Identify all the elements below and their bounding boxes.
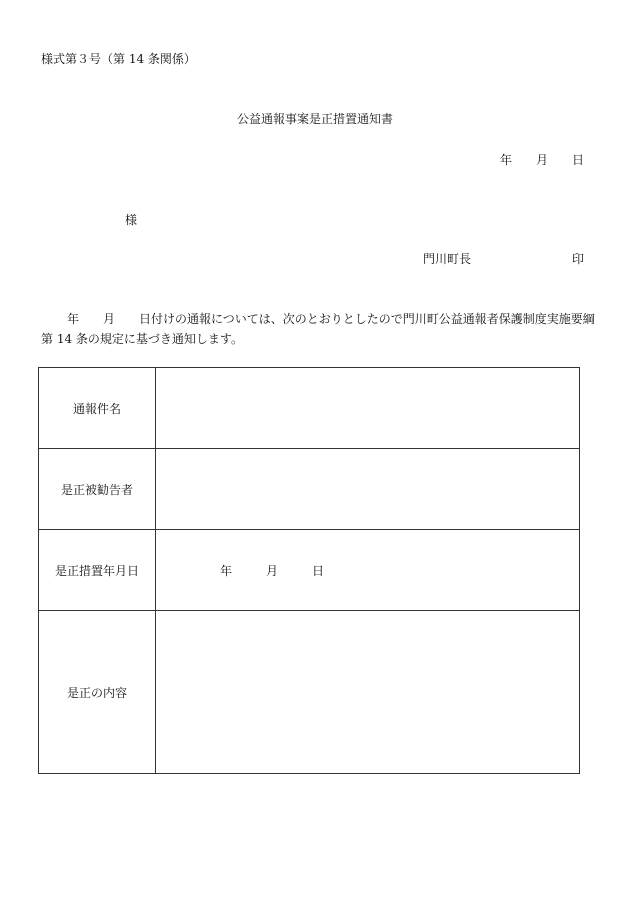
notice-table [38, 367, 580, 774]
correction-day: 日 [312, 563, 325, 578]
seal-mark: 印 [571, 252, 584, 266]
table-row [39, 368, 580, 449]
notice-body-line-1: 年 月 日付けの通報については、次のとおりとしたので門川町公益通報者保護制度実施要綱 [67, 312, 595, 326]
row-label-correction-details: 是正の内容 [39, 611, 156, 774]
table-row [39, 449, 580, 530]
recipient-suffix: 様 [125, 213, 138, 227]
row-value-recommended-party [156, 449, 580, 530]
table-row [39, 611, 580, 774]
row-label-recommended-party: 是正被勧告者 [39, 449, 156, 530]
row-label-correction-date: 是正措置年月日 [39, 530, 156, 611]
row-label-report-title: 通報件名 [39, 368, 156, 449]
correction-year: 年 [220, 563, 233, 578]
row-value-correction-date [156, 530, 580, 611]
row-value-correction-details [156, 611, 580, 774]
document-title: 公益通報事案是正措置通知書 [236, 112, 393, 126]
sender-name: 門川町長 [423, 252, 472, 266]
date-month: 月 [535, 153, 548, 167]
date-year: 年 [499, 153, 512, 167]
form-number: 様式第３号（第 14 条関係） [41, 52, 196, 66]
notice-body-line-2: 第 14 条の規定に基づき通知します。 [41, 332, 243, 346]
date-day: 日 [571, 153, 584, 167]
correction-month: 月 [266, 563, 279, 578]
notice-body [41, 309, 595, 349]
table-row [39, 530, 580, 611]
row-value-report-title [156, 368, 580, 449]
issue-date [500, 151, 584, 168]
